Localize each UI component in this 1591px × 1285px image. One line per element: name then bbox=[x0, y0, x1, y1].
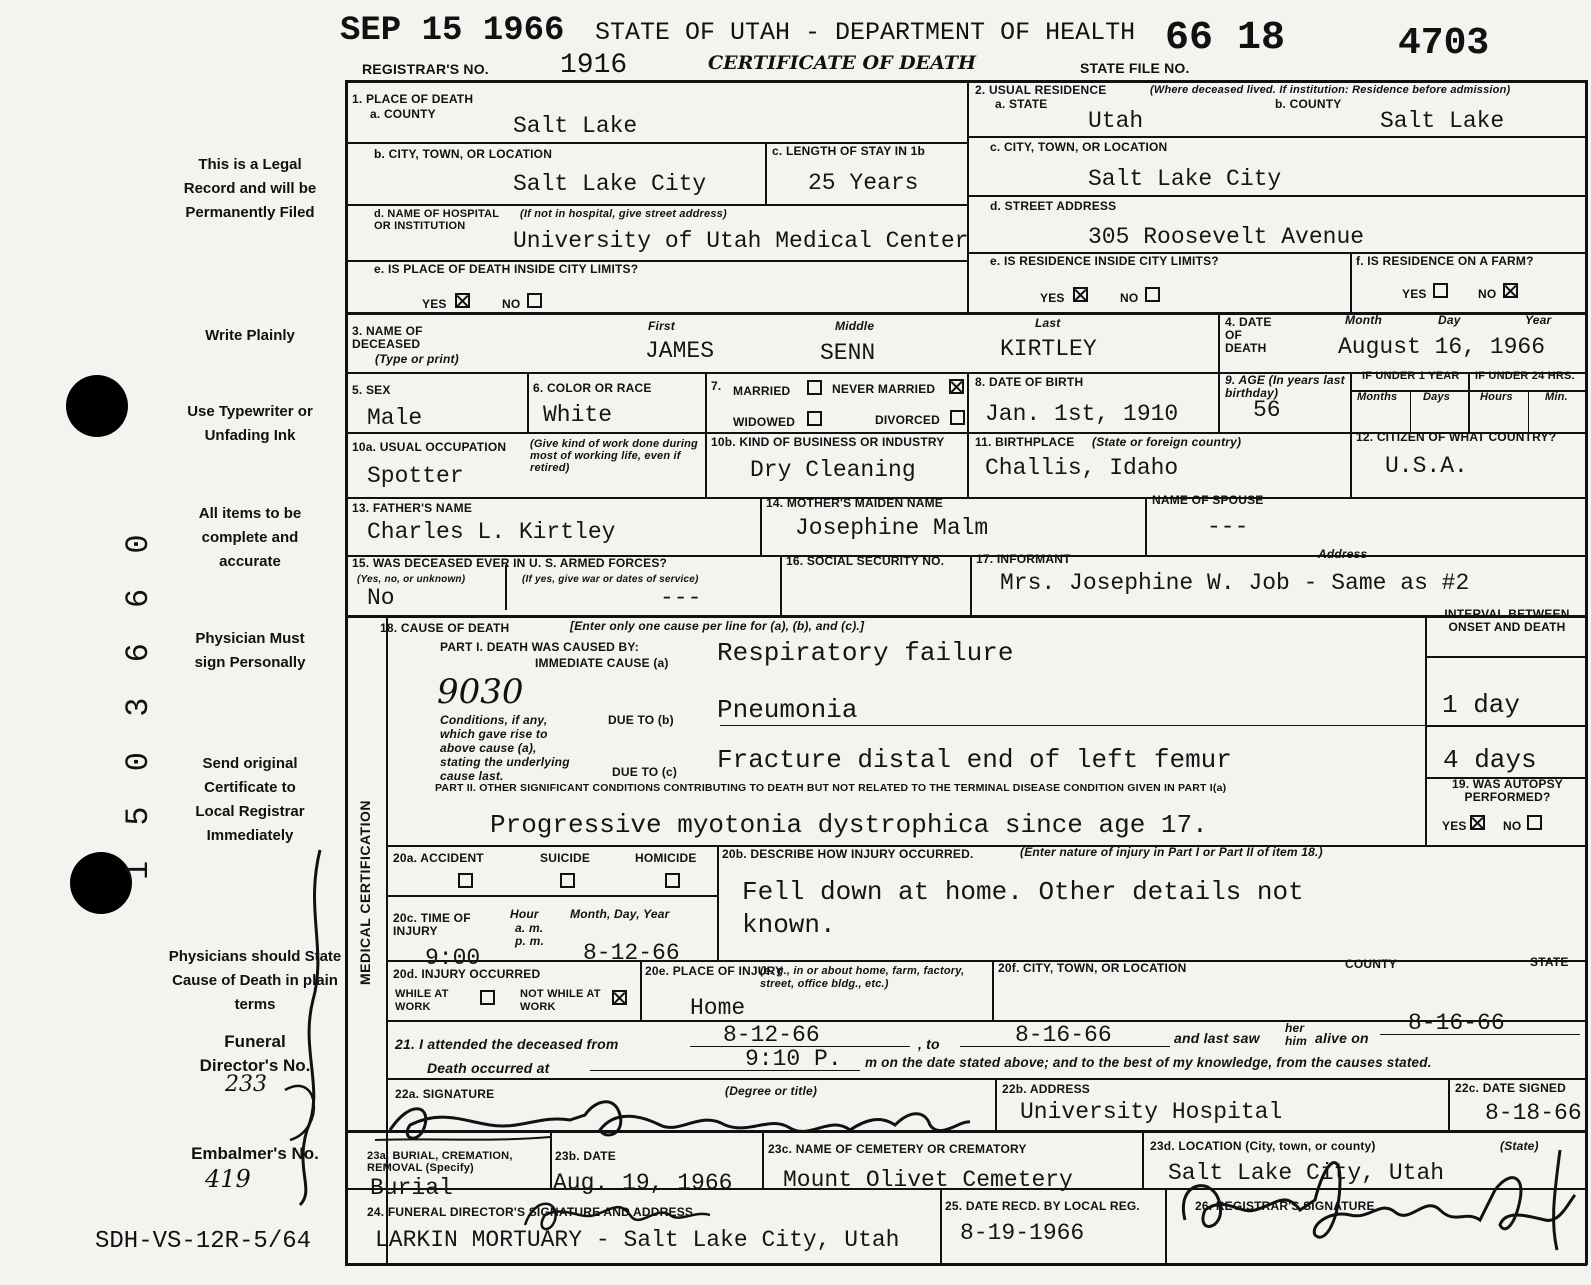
injury-description-note: (Enter nature of injury in Part I or Part II of item 18.) bbox=[1020, 845, 1323, 859]
married-checkbox[interactable] bbox=[807, 380, 822, 395]
days-label: Days bbox=[1423, 391, 1451, 403]
received-stamp: SEP 15 1966 bbox=[340, 12, 565, 50]
state-file-no-a: 66 18 bbox=[1165, 16, 1286, 61]
injury-county-label: COUNTY bbox=[1345, 957, 1397, 971]
death-city-label: b. CITY, TOWN, OR LOCATION bbox=[374, 147, 553, 161]
funeral-home-value: LARKIN MORTUARY - Salt Lake City, Utah bbox=[375, 1227, 900, 1253]
cemetery-location-label: 23d. LOCATION (City, town, or county) bbox=[1150, 1139, 1376, 1153]
cause-of-death-note: [Enter only one cause per line for (a), (b), and (c).] bbox=[570, 619, 865, 633]
cause-code: 9030 bbox=[437, 672, 524, 712]
first-name-value: JAMES bbox=[645, 338, 715, 364]
interval-c-value: 4 days bbox=[1443, 745, 1537, 775]
race-label: 6. COLOR OR RACE bbox=[533, 381, 652, 395]
informant-value: Mrs. Josephine W. Job - Same as #2 bbox=[1000, 570, 1470, 596]
signature-label: 22a. SIGNATURE bbox=[395, 1087, 495, 1101]
farm-label: f. IS RESIDENCE ON A FARM? bbox=[1356, 254, 1534, 268]
injury-occurred-label: 20d. INJURY OCCURRED bbox=[393, 967, 541, 981]
cemetery-value: Mount Olivet Cemetery bbox=[783, 1167, 1073, 1193]
under-24-hrs-label: IF UNDER 24 HRS. bbox=[1475, 370, 1575, 382]
stay-length-value: 25 Years bbox=[808, 170, 919, 196]
form-number: SDH-VS-12R-5/64 bbox=[95, 1228, 312, 1255]
injury-time-value: 9:00 bbox=[425, 945, 481, 971]
birth-date-label: 8. DATE OF BIRTH bbox=[975, 375, 1084, 389]
cause-a-value: Respiratory failure bbox=[717, 638, 1014, 668]
cause-b-value: Pneumonia bbox=[717, 695, 858, 725]
attended-from-value: 8-12-66 bbox=[723, 1022, 820, 1048]
name-note: (Type or print) bbox=[375, 352, 459, 366]
state-file-no-b: 4703 bbox=[1398, 22, 1490, 65]
homicide-checkbox[interactable] bbox=[665, 873, 680, 888]
middle-name-label: Middle bbox=[835, 319, 875, 333]
certificate-title: CERTIFICATE OF DEATH bbox=[708, 52, 976, 74]
res-county-value: Salt Lake bbox=[1380, 108, 1505, 134]
injury-state-label: STATE bbox=[1530, 955, 1569, 969]
autopsy-no-label: NO bbox=[1503, 819, 1522, 833]
due-to-b-label: DUE TO (b) bbox=[608, 713, 674, 727]
res-inside-no-label: NO bbox=[1120, 291, 1139, 305]
autopsy-yes-checkbox[interactable] bbox=[1470, 815, 1485, 830]
immediate-cause-label: IMMEDIATE CAUSE (a) bbox=[535, 656, 669, 670]
middle-name-value: SENN bbox=[820, 340, 876, 366]
father-label: 13. FATHER'S NAME bbox=[352, 501, 473, 515]
armed-forces-label: 15. WAS DECEASED EVER IN U. S. ARMED FORCES? bbox=[352, 556, 668, 570]
while-work-checkbox[interactable] bbox=[480, 990, 495, 1005]
never-married-label: NEVER MARRIED bbox=[832, 382, 936, 396]
divorced-checkbox[interactable] bbox=[950, 410, 965, 425]
ampm-label: a. m. p. m. bbox=[515, 921, 545, 948]
war-service-value: --- bbox=[660, 585, 702, 611]
sidebar-embalmer-label: Embalmer's No. bbox=[191, 1144, 319, 1163]
father-value: Charles L. Kirtley bbox=[367, 519, 616, 545]
street-address-label: d. STREET ADDRESS bbox=[990, 199, 1117, 213]
hours-label: Hours bbox=[1480, 391, 1513, 403]
cemetery-location-value: Salt Lake City, Utah bbox=[1168, 1160, 1445, 1186]
citizen-label: 12. CITIZEN OF WHAT COUNTRY? bbox=[1356, 430, 1557, 444]
part1-label: PART I. DEATH WAS CAUSED BY: bbox=[440, 640, 639, 654]
armed-forces-note-a: (Yes, no, or unknown) bbox=[357, 574, 466, 585]
cause-of-death-label: 18. CAUSE OF DEATH bbox=[380, 621, 510, 635]
place-inside-no-checkbox[interactable] bbox=[527, 293, 542, 308]
res-county-label: b. COUNTY bbox=[1275, 97, 1342, 111]
sidebar-funeral-number: 233 bbox=[225, 1072, 267, 1097]
last-seen-value: 8-16-66 bbox=[1408, 1010, 1505, 1036]
occupation-label: 10a. USUAL OCCUPATION bbox=[352, 440, 507, 454]
cemetery-label: 23c. NAME OF CEMETERY OR CREMATORY bbox=[768, 1142, 1027, 1156]
divorced-label: DIVORCED bbox=[875, 413, 940, 427]
sidebar-legal-note: This is a Legal Record and will be Permanently Filed bbox=[183, 156, 317, 221]
occupation-value: Spotter bbox=[367, 463, 464, 489]
place-inside-no-label: NO bbox=[502, 297, 521, 311]
hospital-label: d. NAME OF HOSPITAL OR INSTITUTION bbox=[374, 208, 500, 232]
age-value: 56 bbox=[1253, 397, 1281, 423]
accident-checkbox[interactable] bbox=[458, 873, 473, 888]
funeral-director-initials bbox=[265, 830, 345, 1210]
suicide-checkbox[interactable] bbox=[560, 873, 575, 888]
injury-description-line2: known. bbox=[742, 910, 836, 940]
physician-address-value: University Hospital bbox=[1020, 1099, 1283, 1125]
occupation-note: (Give kind of work done during most of working life, even if retired) bbox=[530, 438, 698, 474]
not-while-work-checkbox[interactable] bbox=[612, 990, 627, 1005]
race-value: White bbox=[543, 402, 613, 428]
agency-title: STATE OF UTAH - DEPARTMENT OF HEALTH bbox=[595, 18, 1136, 47]
res-inside-yes-checkbox[interactable] bbox=[1073, 287, 1088, 302]
farm-yes-checkbox[interactable] bbox=[1433, 283, 1448, 298]
industry-value: Dry Cleaning bbox=[750, 457, 916, 483]
interval-b-value: 1 day bbox=[1442, 690, 1521, 720]
alive-on-label: alive on bbox=[1315, 1030, 1369, 1046]
date-signed-value: 8-18-66 bbox=[1485, 1100, 1582, 1126]
injury-time-label: 20c. TIME OF INJURY bbox=[393, 911, 471, 938]
injury-city-label: 20f. CITY, TOWN, OR LOCATION bbox=[998, 961, 1187, 975]
res-city-label: c. CITY, TOWN, OR LOCATION bbox=[990, 140, 1168, 154]
cemetery-state-label: (State) bbox=[1500, 1139, 1539, 1153]
day-label: Day bbox=[1438, 313, 1461, 327]
months-label: Months bbox=[1357, 391, 1398, 403]
married-label: MARRIED bbox=[733, 384, 791, 398]
name-label: 3. NAME OF DECEASED bbox=[352, 324, 423, 351]
sidebar-physicians-should: Physicians should State Cause of Death in plain terms bbox=[168, 948, 342, 1013]
mother-value: Josephine Malm bbox=[795, 515, 989, 541]
age-label: 9. AGE (In years last birthday) bbox=[1225, 373, 1345, 400]
knowledge-statement: m on the date stated above; and to the best of my knowledge, from the causes stated. bbox=[865, 1055, 1432, 1070]
sex-value: Male bbox=[367, 405, 423, 431]
place-inside-yes-checkbox[interactable] bbox=[455, 293, 470, 308]
interval-label: INTERVAL BETWEEN ONSET AND DEATH bbox=[1444, 607, 1570, 634]
place-inside-yes-label: YES bbox=[422, 297, 447, 311]
usual-residence-note: (Where deceased lived. If institution: Residence before admission) bbox=[1150, 84, 1511, 96]
informant-label: 17. INFORMANT bbox=[976, 552, 1071, 566]
sidebar-send-note: Send original Certificate to Local Registrar Immediately bbox=[195, 755, 305, 844]
min-label: Min. bbox=[1545, 391, 1568, 403]
widowed-label: WIDOWED bbox=[733, 415, 796, 429]
usual-residence-label: 2. USUAL RESIDENCE bbox=[975, 83, 1107, 97]
sex-label: 5. SEX bbox=[352, 383, 391, 397]
farm-yes-label: YES bbox=[1402, 287, 1427, 301]
res-inside-city-label: e. IS RESIDENCE INSIDE CITY LIMITS? bbox=[990, 254, 1219, 268]
death-time-value: 9:10 P. bbox=[745, 1046, 842, 1072]
injury-place-note: (e. g., in or about home, farm, factory, street, office bldg., etc.) bbox=[760, 965, 965, 990]
res-inside-yes-label: YES bbox=[1040, 291, 1065, 305]
date-signed-label: 22c. DATE SIGNED bbox=[1455, 1081, 1567, 1095]
medical-certification-label: MEDICAL CERTIFICATION bbox=[357, 800, 373, 985]
sidebar-physician-note: Physician Must sign Personally bbox=[194, 630, 306, 671]
homicide-label: HOMICIDE bbox=[635, 851, 697, 865]
part2-label: PART II. OTHER SIGNIFICANT CONDITIONS CONTRIBUTING TO DEATH BUT NOT RELATED TO THE TERMINAL DISEASE CONDITION GIVEN IN PART I(a) bbox=[435, 782, 1227, 794]
sidebar-typewriter-note: Use Typewriter or Unfading Ink bbox=[187, 403, 313, 444]
attended-to-label: , to bbox=[918, 1036, 940, 1052]
mother-label: 14. MOTHER'S MAIDEN NAME bbox=[766, 496, 944, 510]
death-county-label: a. COUNTY bbox=[370, 107, 436, 121]
conditions-note: Conditions, if any, which gave rise to above cause (a), stating the underlying cause last. bbox=[440, 713, 570, 783]
burial-date-value: Aug. 19, 1966 bbox=[553, 1170, 733, 1196]
injury-place-label: 20e. PLACE OF INJURY bbox=[645, 964, 784, 978]
res-state-value: Utah bbox=[1088, 108, 1144, 134]
marital-label: 7. bbox=[711, 379, 722, 393]
birthplace-label: 11. BIRTHPLACE bbox=[975, 435, 1075, 449]
registrar-signature bbox=[1165, 1140, 1585, 1260]
physician-address-label: 22b. ADDRESS bbox=[1002, 1082, 1090, 1096]
while-work-label: WHILE AT WORK bbox=[395, 988, 449, 1013]
date-of-death-value: August 16, 1966 bbox=[1338, 334, 1546, 360]
burial-date-label: 23b. DATE bbox=[555, 1149, 616, 1163]
last-saw-label: and last saw bbox=[1174, 1030, 1260, 1046]
suicide-label: SUICIDE bbox=[540, 851, 591, 865]
disposition-label: 23a. BURIAL, CREMATION, REMOVAL (Specify) bbox=[367, 1150, 513, 1174]
date-of-death-label: 4. DATE OF DEATH bbox=[1225, 315, 1272, 355]
state-file-label: STATE FILE NO. bbox=[1080, 60, 1190, 76]
due-to-c-label: DUE TO (c) bbox=[612, 765, 678, 779]
street-address-value: 305 Roosevelt Avenue bbox=[1088, 224, 1365, 250]
res-city-value: Salt Lake City bbox=[1088, 166, 1282, 192]
informant-address-label: Address bbox=[1318, 547, 1368, 561]
last-name-label: Last bbox=[1035, 316, 1061, 330]
hospital-note: (If not in hospital, give street address) bbox=[520, 208, 727, 220]
spouse-label: NAME OF SPOUSE bbox=[1152, 493, 1264, 507]
birthplace-value: Challis, Idaho bbox=[985, 455, 1179, 481]
sidebar-complete-note: All items to be complete and accurate bbox=[198, 505, 302, 570]
funeral-director-signature bbox=[515, 1185, 715, 1245]
death-occurred-label: Death occurred at bbox=[427, 1060, 550, 1076]
birth-date-value: Jan. 1st, 1910 bbox=[985, 401, 1179, 427]
armed-forces-value: No bbox=[367, 585, 395, 611]
her-him-label: her him bbox=[1285, 1021, 1307, 1048]
res-state-label: a. STATE bbox=[995, 97, 1048, 111]
registrar-signature-label: 26. REGISTRAR'S SIGNATURE bbox=[1195, 1199, 1375, 1213]
last-name-value: KIRTLEY bbox=[1000, 336, 1097, 362]
autopsy-no-checkbox[interactable] bbox=[1527, 815, 1542, 830]
farm-no-checkbox[interactable] bbox=[1503, 283, 1518, 298]
degree-label: (Degree or title) bbox=[725, 1084, 818, 1098]
never-married-checkbox[interactable] bbox=[949, 379, 964, 394]
registrar-no-label: REGISTRAR'S NO. bbox=[362, 61, 489, 77]
sidebar-write-plainly: Write Plainly bbox=[205, 327, 295, 344]
first-name-label: First bbox=[648, 319, 676, 333]
spouse-value: --- bbox=[1207, 514, 1249, 540]
armed-forces-note-b: (If yes, give war or dates of service) bbox=[522, 574, 699, 585]
res-inside-no-checkbox[interactable] bbox=[1145, 287, 1160, 302]
attended-label: 21. I attended the deceased from bbox=[395, 1036, 619, 1052]
autopsy-yes-label: YES bbox=[1442, 819, 1467, 833]
injury-description-label: 20b. DESCRIBE HOW INJURY OCCURRED. bbox=[722, 847, 974, 861]
hospital-value: University of Utah Medical Center bbox=[513, 228, 969, 254]
death-county-value: Salt Lake bbox=[513, 113, 638, 139]
microfilm-number: 1 5 0 3 6 6 0 bbox=[120, 526, 157, 880]
injury-description-line1: Fell down at home. Other details not bbox=[742, 877, 1304, 907]
mdy-label: Month, Day, Year bbox=[570, 907, 670, 921]
disposition-value: Burial bbox=[370, 1175, 453, 1201]
registrar-no: 1916 bbox=[560, 50, 628, 81]
attended-to-value: 8-16-66 bbox=[1015, 1022, 1112, 1048]
accident-label: 20a. ACCIDENT bbox=[393, 851, 484, 865]
sidebar-funeral-label: Funeral Director's No. bbox=[199, 1032, 311, 1075]
injury-date-value: 8-12-66 bbox=[583, 940, 680, 966]
part2-value: Progressive myotonia dystrophica since age 17. bbox=[490, 810, 1208, 840]
punch-hole-top bbox=[66, 375, 128, 437]
injury-place-value: Home bbox=[690, 995, 746, 1021]
date-received-value: 8-19-1966 bbox=[960, 1220, 1085, 1246]
place-of-death-label: 1. PLACE OF DEATH bbox=[352, 92, 474, 106]
cause-c-value: Fracture distal end of left femur bbox=[717, 745, 1232, 775]
funeral-director-label: 24. FUNERAL DIRECTOR'S SIGNATURE AND ADDRESS bbox=[367, 1205, 694, 1219]
month-label: Month bbox=[1345, 313, 1382, 327]
ssn-label: 16. SOCIAL SECURITY NO. bbox=[786, 554, 945, 568]
birthplace-note: (State or foreign country) bbox=[1092, 435, 1242, 449]
year-label: Year bbox=[1525, 313, 1552, 327]
inside-city-limits-label: e. IS PLACE OF DEATH INSIDE CITY LIMITS? bbox=[374, 262, 639, 276]
date-received-label: 25. DATE RECD. BY LOCAL REG. bbox=[945, 1199, 1140, 1213]
autopsy-label: 19. WAS AUTOPSY PERFORMED? bbox=[1451, 777, 1564, 804]
industry-label: 10b. KIND OF BUSINESS OR INDUSTRY bbox=[711, 435, 945, 449]
citizen-value: U.S.A. bbox=[1385, 453, 1468, 479]
sidebar-embalmer-number: 419 bbox=[205, 1165, 251, 1193]
death-city-value: Salt Lake City bbox=[513, 171, 707, 197]
farm-no-label: NO bbox=[1478, 287, 1497, 301]
stay-length-label: c. LENGTH OF STAY IN 1b bbox=[772, 144, 926, 158]
under-1-year-label: IF UNDER 1 YEAR bbox=[1362, 370, 1460, 382]
hour-label: Hour bbox=[510, 907, 539, 921]
widowed-checkbox[interactable] bbox=[807, 411, 822, 426]
not-while-work-label: NOT WHILE AT WORK bbox=[520, 988, 601, 1013]
